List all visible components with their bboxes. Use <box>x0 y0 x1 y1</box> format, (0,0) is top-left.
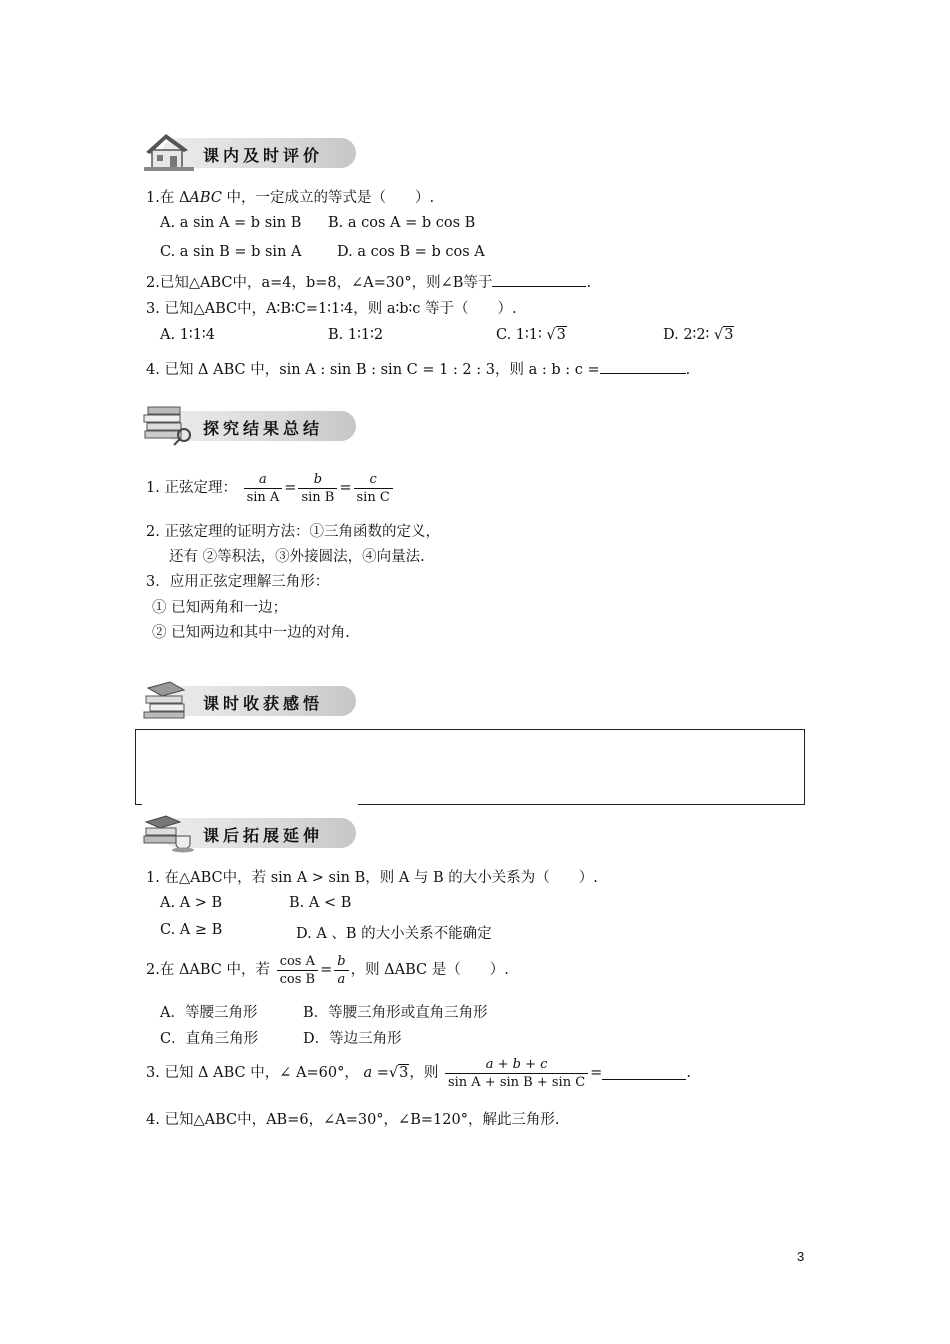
section-banner-summary <box>140 403 358 447</box>
summary-apply-3: ② 已知两边和其中一边的对角. <box>152 625 350 641</box>
eval-q4: 4. 已知 Δ ABC 中，sin A : sin B : sin C = 1 : 2 : 3，则 a : b : c = . <box>146 362 691 378</box>
section-title-extend: 课后拓展延伸 <box>203 826 324 845</box>
answer-blank[interactable] <box>602 1067 686 1080</box>
reflection-answer-box[interactable] <box>135 729 805 805</box>
books-cup-icon <box>140 810 200 854</box>
extend-q1-option-a: A. A > B <box>160 895 223 911</box>
section-banner-extend <box>140 810 358 854</box>
eval-q1-option-b: B. a cos A = b cos B <box>328 215 476 231</box>
summary-apply-1: 3．应用正弦定理解三角形： <box>146 574 330 590</box>
answer-blank[interactable] <box>600 361 686 374</box>
extend-q2-option-c: C．直角三角形 <box>160 1031 259 1047</box>
eval-q3-option-a: A. 1∶1∶4 <box>160 327 215 343</box>
house-icon <box>140 130 200 174</box>
books-stack-icon <box>140 678 200 722</box>
extend-q3: 3. 已知 Δ ABC 中，∠ A=60°， a =√3，则 $\frac{a + b + c}{\text{sin A + sin B + sin C}}$ = . <box>146 1056 691 1090</box>
section-title-summary: 探究结果总结 <box>203 419 324 438</box>
eval-q3-option-d: D. 2∶2∶ √3 <box>663 327 734 343</box>
eval-q1-stem: 1.在 ΔABC 中，一定成立的等式是（ ）. <box>146 190 435 206</box>
eval-q1-option-a: A. a sin A = b sin B <box>160 215 302 231</box>
eval-q2: 2.已知△ABC中，a=4，b=8，∠A=30°，则∠B等于 . <box>146 275 592 291</box>
summary-apply-2: ① 已知两角和一边； <box>152 600 288 616</box>
extend-q1-stem: 1. 在△ABC中，若 sin A > sin B，则 A 与 B 的大小关系为（ ）. <box>146 870 598 886</box>
answer-blank[interactable] <box>492 274 586 287</box>
summary-proof-methods-2: 还有 ②等积法，③外接圆法，④向量法. <box>169 549 425 565</box>
section-title-eval: 课内及时评价 <box>203 146 324 165</box>
extend-q1-option-d: D. A 、B 的大小关系不能确定 <box>296 926 492 942</box>
page-number: 3 <box>797 1249 805 1264</box>
extend-q2-stem: 2.在 ΔABC 中，若 $\frac{\text{cos A}}{\text{cos B}}$ = $\frac{b}{a}$ ，则 ΔABC 是（ ）. <box>146 953 509 987</box>
extend-q1-option-c: C. A ≥ B <box>160 922 223 938</box>
section-banner-eval <box>140 130 358 174</box>
eval-q3-stem: 3. 已知△ABC中，A∶B∶C=1∶1∶4，则 a∶b∶c 等于（ ）. <box>146 301 517 317</box>
eval-q1-option-d: D. a cos B = b cos A <box>337 244 485 260</box>
eval-q1-option-c: C. a sin B = b sin A <box>160 244 302 260</box>
extend-q2-option-d: D．等边三角形 <box>303 1031 402 1047</box>
extend-q2-option-a: A．等腰三角形 <box>160 1005 258 1021</box>
summary-proof-methods-1: 2. 正弦定理的证明方法：①三角函数的定义， <box>146 524 440 540</box>
eval-q3-option-c: C. 1∶1∶ √3 <box>496 327 566 343</box>
extend-q4: 4. 已知△ABC中，AB=6，∠A=30°，∠B=120°，解此三角形. <box>146 1112 560 1128</box>
summary-law-of-sines: 1. 正弦定理： $\frac{a}{\text{sin A}}$ = $\frac{b}{\text{sin B}}$ = $\frac{c}{\text{sin C}}$ <box>146 466 395 510</box>
eval-q3-option-b: B. 1∶1∶2 <box>328 327 384 343</box>
section-banner-reflect <box>140 678 358 722</box>
section-title-reflect: 课时收获感悟 <box>203 694 324 713</box>
extend-q1-option-b: B. A < B <box>289 895 352 911</box>
extend-q2-option-b: B．等腰三角形或直角三角形 <box>303 1005 488 1021</box>
books-magnifier-icon <box>140 403 200 447</box>
